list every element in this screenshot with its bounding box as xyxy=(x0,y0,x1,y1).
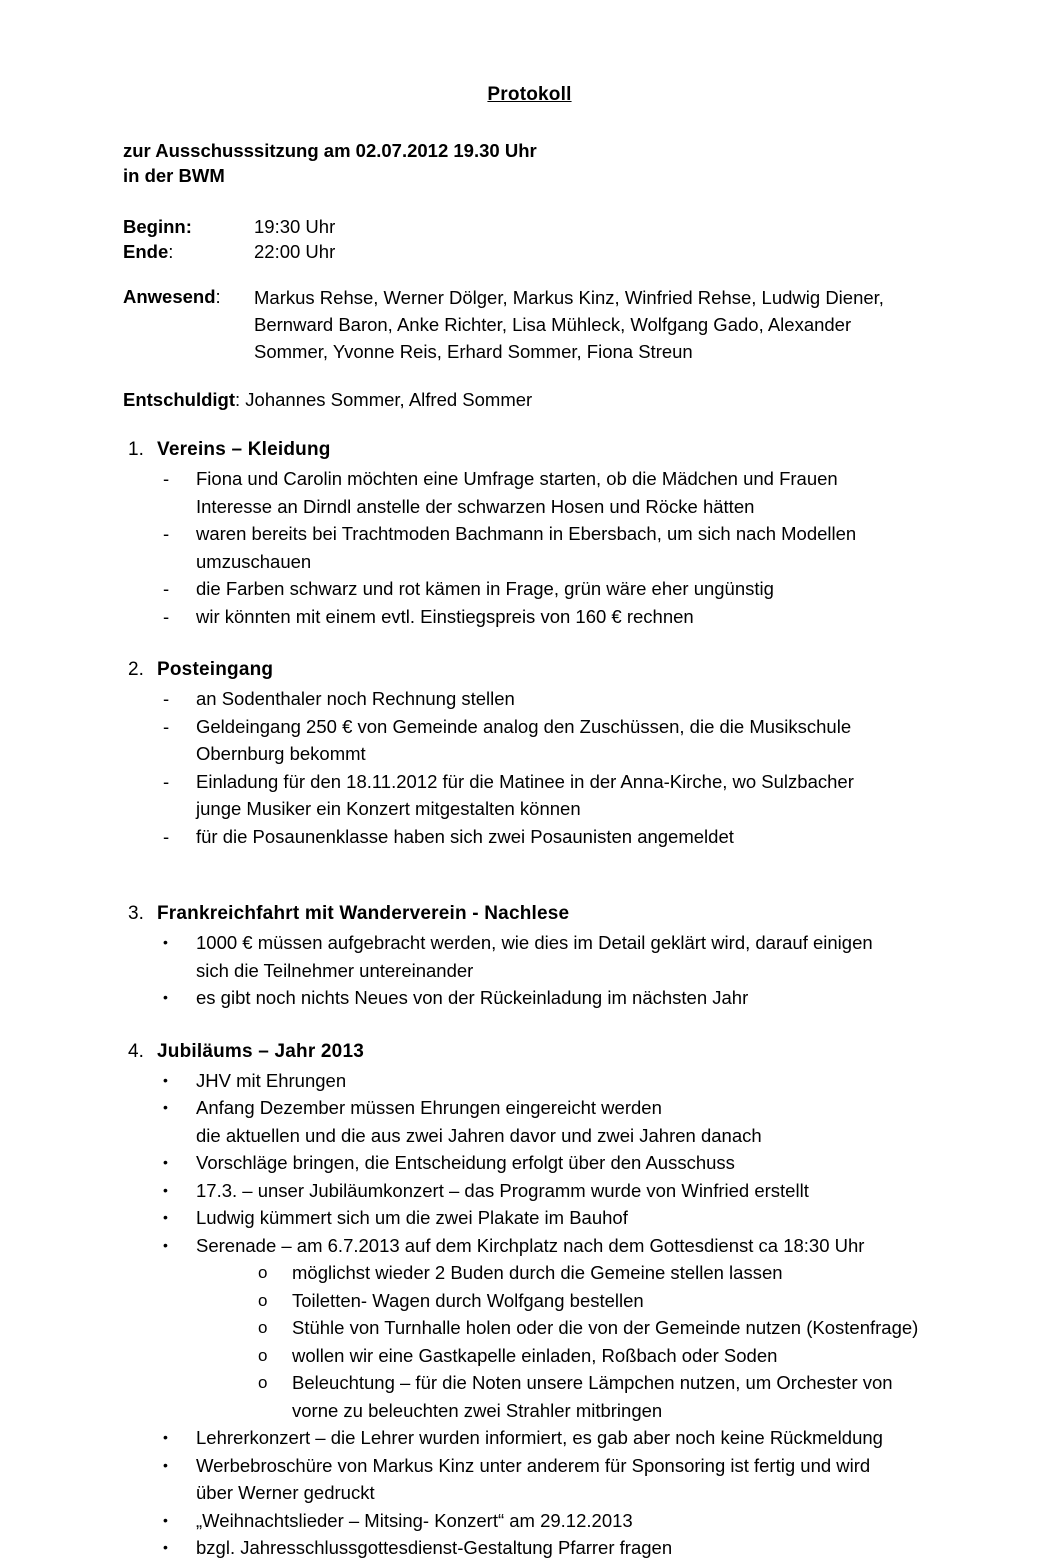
list-item xyxy=(123,1204,962,1232)
bullet-dot-icon: • xyxy=(163,934,168,950)
sub-list-item xyxy=(258,1342,962,1370)
list-item-text xyxy=(196,1232,962,1260)
list-item xyxy=(123,685,962,713)
meeting-meta xyxy=(123,214,962,365)
list-item xyxy=(123,1534,962,1562)
list-item xyxy=(123,1507,962,1535)
section-bullet-list xyxy=(123,465,962,630)
sub-list-item xyxy=(258,1259,962,1287)
bullet-dash-icon: - xyxy=(163,605,170,627)
bullet-dot-icon: • xyxy=(163,989,168,1005)
section-spacer xyxy=(123,634,962,656)
sub-list-item xyxy=(258,1314,962,1342)
section-heading xyxy=(128,1038,962,1065)
list-item-line: 17.3. – unser Jubiläumkonzert – das Programm wurde von Winfried erstellt xyxy=(196,1179,809,1201)
bullet-dot-icon: • xyxy=(163,1181,168,1198)
bullet-dash-icon: - xyxy=(163,715,170,737)
list-item-text xyxy=(196,1424,962,1452)
bullet-dot-icon: • xyxy=(163,1456,168,1473)
section-1 xyxy=(123,436,962,630)
end-label-colon: : xyxy=(168,241,174,262)
list-item-line: Werbebroschüre von Markus Kinz unter anderem für Sponsoring ist fertig und wird xyxy=(196,1454,871,1476)
attendees-label: Anwesend: xyxy=(123,286,221,307)
section-4 xyxy=(123,1038,962,1562)
list-item xyxy=(123,1424,962,1452)
list-item xyxy=(123,465,962,520)
list-item-line: Serenade – am 6.7.2013 auf dem Kirchplatz nach dem Gottesdienst ca 18:30 Uhr xyxy=(196,1234,865,1256)
list-item-text xyxy=(196,520,962,575)
list-item-text xyxy=(196,1452,962,1507)
bullet-dot-icon: • xyxy=(163,1539,168,1555)
list-item xyxy=(123,1452,962,1507)
bullet-dash-icon: - xyxy=(163,770,170,792)
list-item-text xyxy=(196,984,962,1012)
list-item-line: die aktuellen und die aus zwei Jahren davor und zwei Jahren danach xyxy=(196,1124,762,1146)
list-item xyxy=(123,1177,962,1205)
attendees-line: Markus Rehse, Werner Dölger, Markus Kinz, Winfried Rehse, Ludwig Diener, xyxy=(254,287,884,308)
sections-container xyxy=(123,436,962,1562)
bullet-dash-icon: - xyxy=(163,578,170,599)
section-heading xyxy=(128,436,962,463)
sub-list-item-line: Toiletten- Wagen durch Wolfgang bestellen xyxy=(292,1289,644,1311)
page-title: Protokoll xyxy=(487,84,572,105)
list-item-line: Vorschläge bringen, die Entscheidung erfolgt über den Ausschuss xyxy=(196,1152,735,1173)
sub-list-item-text xyxy=(292,1314,962,1342)
list-item-text xyxy=(196,1204,962,1232)
list-item xyxy=(123,823,962,851)
sub-list-item-line: Stühle von Turnhalle holen oder die von der Gemeinde nutzen (Kostenfrage) xyxy=(292,1317,919,1338)
list-item xyxy=(123,929,962,984)
list-item-line: umzuschauen xyxy=(196,550,312,572)
section-heading xyxy=(128,656,962,683)
list-item-text xyxy=(196,929,962,984)
list-item-line: Obernburg bekommt xyxy=(196,743,366,764)
sub-list-item-line: möglichst wieder 2 Buden durch die Gemeine stellen lassen xyxy=(292,1262,783,1283)
excused-row xyxy=(123,387,962,412)
end-label: Ende: xyxy=(123,241,174,262)
list-item-text xyxy=(196,1177,962,1205)
list-item-line: die Farben schwarz und rot kämen in Frage, grün wäre eher ungünstig xyxy=(196,578,774,599)
list-item xyxy=(123,1149,962,1177)
list-item xyxy=(123,984,962,1012)
list-item-text xyxy=(196,1067,962,1095)
meta-row-begin xyxy=(123,214,962,239)
list-item-line: wir könnten mit einem evtl. Einstiegspreis von 160 € rechnen xyxy=(196,605,694,627)
list-item xyxy=(123,768,962,823)
subtitle-line-1: zur Ausschusssitzung am 02.07.2012 19.30 Uhr xyxy=(123,140,537,161)
bullet-circle-icon: o xyxy=(258,1373,268,1392)
sub-list-item-line: wollen wir eine Gastkapelle einladen, Roßbach oder Soden xyxy=(292,1344,778,1366)
list-item xyxy=(123,1067,962,1095)
meta-row-end xyxy=(123,239,962,264)
list-item-line: Interesse an Dirndl anstelle der schwarzen Hosen und Röcke hätten xyxy=(196,495,755,517)
list-item-text xyxy=(196,768,962,823)
sub-bullet-list xyxy=(258,1259,962,1424)
list-item-line: Einladung für den 18.11.2012 für die Matinee in der Anna-Kirche, wo Sulzbacher xyxy=(196,770,854,792)
end-value: 22:00 Uhr xyxy=(254,241,336,262)
attendees-line: Bernward Baron, Anke Richter, Lisa Mühleck, Wolfgang Gado, Alexander xyxy=(254,314,852,335)
begin-label: Beginn: xyxy=(123,216,192,237)
section-3 xyxy=(123,900,962,1012)
attendees-value xyxy=(254,284,962,365)
list-item-line: für die Posaunenklasse haben sich zwei Posaunisten angemeldet xyxy=(196,825,734,847)
list-item-text xyxy=(196,713,962,768)
list-item-line: bzgl. Jahresschlussgottesdienst-Gestaltung Pfarrer fragen xyxy=(196,1537,673,1558)
bullet-circle-icon: o xyxy=(258,1290,268,1310)
meta-row-attendees xyxy=(123,284,962,365)
section-bullet-list xyxy=(123,929,962,1012)
list-item xyxy=(123,520,962,575)
list-item-line: an Sodenthaler noch Rechnung stellen xyxy=(196,688,515,709)
list-item-line: Ludwig kümmert sich um die zwei Plakate im Bauhof xyxy=(196,1207,628,1228)
list-item-line: waren bereits bei Trachtmoden Bachmann in Ebersbach, um sich nach Modellen xyxy=(196,523,857,544)
bullet-dot-icon: • xyxy=(163,1429,168,1445)
bullet-dot-icon: • xyxy=(163,1511,168,1528)
bullet-circle-icon: o xyxy=(258,1263,268,1282)
list-item-line: Fiona und Carolin möchten eine Umfrage starten, ob die Mädchen und Frauen xyxy=(196,468,838,489)
list-item-text xyxy=(196,685,962,713)
sub-list-item-text xyxy=(292,1369,962,1424)
list-item-text xyxy=(196,1507,962,1535)
sub-list-item-text xyxy=(292,1259,962,1287)
bullet-dot-icon: • xyxy=(163,1154,168,1170)
section-title: Posteingang xyxy=(157,659,274,680)
bullet-dash-icon: - xyxy=(163,523,170,544)
section-title: Jubiläums – Jahr 2013 xyxy=(157,1040,364,1062)
list-item-line: über Werner gedruckt xyxy=(196,1482,375,1503)
document-subtitle xyxy=(123,138,962,188)
sub-list-item-text xyxy=(292,1342,962,1370)
sub-list-item-line: vorne zu beleuchten zwei Strahler mitbringen xyxy=(292,1399,663,1421)
list-item-text xyxy=(196,1149,962,1177)
bullet-dash-icon: - xyxy=(163,468,170,489)
list-item-text xyxy=(196,1534,962,1562)
bullet-circle-icon: o xyxy=(258,1318,268,1337)
attendees-line: Sommer, Yvonne Reis, Erhard Sommer, Fiona Streun xyxy=(254,341,693,362)
bullet-dash-icon: - xyxy=(163,688,170,709)
list-item-text xyxy=(196,603,962,631)
bullet-dot-icon: • xyxy=(163,1099,168,1115)
bullet-dot-icon: • xyxy=(163,1071,168,1088)
section-2 xyxy=(123,656,962,850)
list-item-line: JHV mit Ehrungen xyxy=(196,1069,347,1091)
begin-value: 19:30 Uhr xyxy=(254,216,336,237)
section-number: 1. xyxy=(128,439,144,460)
section-number: 2. xyxy=(128,659,144,680)
list-item-line: Geldeingang 250 € von Gemeinde analog den Zuschüssen, die die Musikschule xyxy=(196,715,852,737)
list-item-line: 1000 € müssen aufgebracht werden, wie dies im Detail geklärt wird, darauf einigen xyxy=(196,932,873,953)
bullet-dot-icon: • xyxy=(163,1236,168,1253)
section-bullet-list xyxy=(123,685,962,850)
list-item xyxy=(123,713,962,768)
section-number: 3. xyxy=(128,903,144,924)
list-item-text xyxy=(196,823,962,851)
bullet-dash-icon: - xyxy=(163,825,170,847)
list-item-text xyxy=(196,1094,962,1149)
list-item-line: Anfang Dezember müssen Ehrungen eingereicht werden xyxy=(196,1097,662,1118)
sub-list-item-line: Beleuchtung – für die Noten unsere Lämpchen nutzen, um Orchester von xyxy=(292,1372,893,1393)
sub-list-item-text xyxy=(292,1287,962,1315)
list-item xyxy=(123,603,962,631)
sub-list-item xyxy=(258,1287,962,1315)
sub-list-item xyxy=(258,1369,962,1424)
list-item-line: Lehrerkonzert – die Lehrer wurden informiert, es gab aber noch keine Rückmeldung xyxy=(196,1427,883,1448)
bullet-circle-icon: o xyxy=(258,1345,268,1365)
list-item-line: es gibt noch nichts Neues von der Rückeinladung im nächsten Jahr xyxy=(196,987,749,1008)
subtitle-line-2: in der BWM xyxy=(123,165,225,186)
list-item-line: junge Musiker ein Konzert mitgestalten können xyxy=(196,798,581,819)
list-item-line: sich die Teilnehmer untereinander xyxy=(196,959,474,981)
section-title: Frankreichfahrt mit Wanderverein - Nachlese xyxy=(157,903,570,924)
section-bullet-list xyxy=(123,1067,962,1562)
section-spacer xyxy=(123,854,962,900)
list-item xyxy=(123,1094,962,1149)
section-title: Vereins – Kleidung xyxy=(157,439,331,460)
list-item xyxy=(123,1232,962,1260)
section-number: 4. xyxy=(128,1040,144,1062)
section-heading xyxy=(128,900,962,927)
excused-value: : Johannes Sommer, Alfred Sommer xyxy=(235,389,533,410)
list-item-text xyxy=(196,575,962,603)
list-item xyxy=(123,575,962,603)
excused-label: Entschuldigt xyxy=(123,389,236,410)
list-item-line: „Weihnachtslieder – Mitsing- Konzert“ am 29.12.2013 xyxy=(196,1509,633,1531)
bullet-dot-icon: • xyxy=(163,1209,168,1225)
section-spacer xyxy=(123,1016,962,1038)
list-item-text xyxy=(196,465,962,520)
attendees-label-colon: : xyxy=(215,286,221,307)
